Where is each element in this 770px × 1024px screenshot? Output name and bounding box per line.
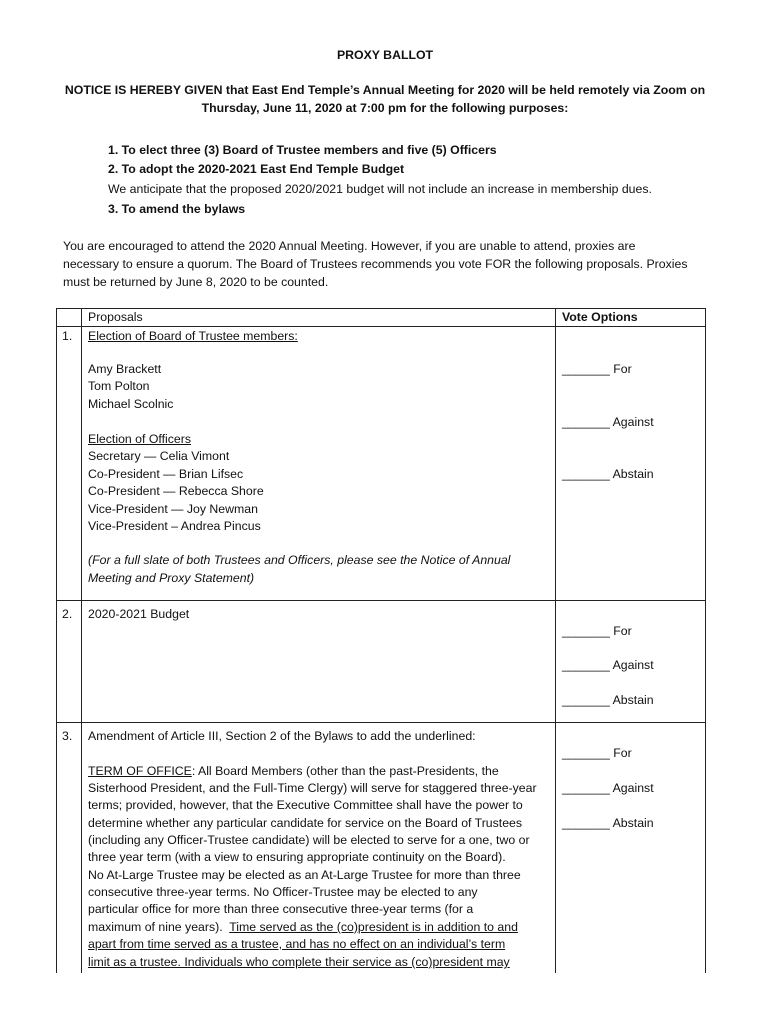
officer-1: Secretary — Celia Vimont (88, 449, 230, 463)
officer-5: Vice-President – Andrea Pincus (88, 519, 261, 533)
intro-line-3: must be returned by June 8, 2020 to be counted. (63, 275, 329, 289)
row-3-number: 3. (62, 729, 73, 743)
term-line-3: terms; provided, however, that the Executive Committee shall have the power to (88, 798, 523, 812)
term-line-7: No At-Large Trustee may be elected as an At-Large Trustee for more than three (88, 868, 521, 882)
row-1-vote-against[interactable]: _______ Against (562, 415, 654, 429)
trustee-2: Tom Polton (88, 379, 150, 393)
purpose-2-note: We anticipate that the proposed 2020/2021 budget will not include an increase in membership dues. (108, 182, 652, 196)
term-line-6: three year term (with a view to ensuring appropriate continuity on the Board). (88, 850, 506, 864)
row-2-vote-abstain[interactable]: _______ Abstain (562, 693, 654, 707)
officer-2: Co-President — Brian Lifsec (88, 467, 244, 481)
header-vote-options: Vote Options (562, 310, 638, 324)
row-1-number: 1. (62, 329, 73, 343)
amendment-underlined-1: Time served as the (co)president is in addition to and (229, 920, 518, 934)
intro-line-2: necessary to ensure a quorum. The Board of Trustees recommends you vote FOR the following proposals. Proxies (63, 257, 688, 271)
officer-3: Co-President — Rebecca Shore (88, 484, 264, 498)
row-1-vote-abstain[interactable]: _______ Abstain (562, 467, 654, 481)
slate-note-2: Meeting and Proxy Statement) (88, 571, 255, 585)
row-2-text: 2020-2021 Budget (88, 607, 190, 621)
term-line-2: Sisterhood President, and the Full-Time Clergy) will serve for staggered three-year (88, 781, 537, 795)
page-title: PROXY BALLOT (336, 48, 434, 62)
notice-line-1: NOTICE IS HEREBY GIVEN that East End Temple’s Annual Meeting for 2020 will be held remotely via Zoom on (64, 83, 706, 97)
trustee-1: Amy Brackett (88, 362, 162, 376)
row-3-vote-against[interactable]: _______ Against (562, 781, 654, 795)
term-of-office-label: TERM OF OFFICE (88, 764, 192, 778)
row-1-vote-for[interactable]: _______ For (562, 362, 632, 376)
purpose-3: 3. To amend the bylaws (108, 202, 246, 216)
row-2-vote-against[interactable]: _______ Against (562, 658, 654, 672)
term-line-4: determine whether any particular candidate for service on the Board of Trustees (88, 816, 523, 830)
term-line-9: particular office for more than three consecutive three-year terms (for a (88, 902, 474, 916)
term-of-office-line-1: TERM OF OFFICE: All Board Members (other than the past-Presidents, the (88, 764, 499, 778)
row-1-heading: Election of Board of Trustee members: (88, 329, 298, 343)
row-2-vote-for[interactable]: _______ For (562, 624, 632, 638)
row-3-heading: Amendment of Article III, Section 2 of the Bylaws to add the underlined: (88, 729, 476, 743)
officers-heading: Election of Officers (88, 432, 191, 446)
header-proposals: Proposals (88, 310, 143, 324)
term-line-10: maximum of nine years). Time served as the (co)president is in addition to and (88, 920, 518, 934)
purpose-2: 2. To adopt the 2020-2021 East End Temple Budget (108, 162, 405, 176)
intro-line-1: You are encouraged to attend the 2020 Annual Meeting. However, if you are unable to attend, proxies are (63, 239, 636, 253)
row-3-vote-abstain[interactable]: _______ Abstain (562, 816, 654, 830)
trustee-3: Michael Scolnic (88, 397, 174, 411)
amendment-underlined-2: apart from time served as a trustee, and has no effect on an individual’s term (88, 937, 506, 951)
slate-note-1: (For a full slate of both Trustees and Officers, please see the Notice of Annual (88, 553, 511, 567)
row-2-number: 2. (62, 607, 73, 621)
notice-line-2: Thursday, June 11, 2020 at 7:00 pm for the following purposes: (201, 101, 569, 115)
term-line-5: (including any Officer-Trustee candidate) will be elected to serve for a one, two or (88, 833, 530, 847)
purpose-1: 1. To elect three (3) Board of Trustee members and five (5) Officers (108, 143, 497, 157)
amendment-underlined-3: limit as a trustee. Individuals who complete their service as (co)president may (88, 955, 510, 969)
row-3-vote-for[interactable]: _______ For (562, 746, 632, 760)
term-line-8: consecutive three-year terms. No Officer-Trustee may be elected to any (88, 885, 478, 899)
officer-4: Vice-President — Joy Newman (88, 502, 258, 516)
